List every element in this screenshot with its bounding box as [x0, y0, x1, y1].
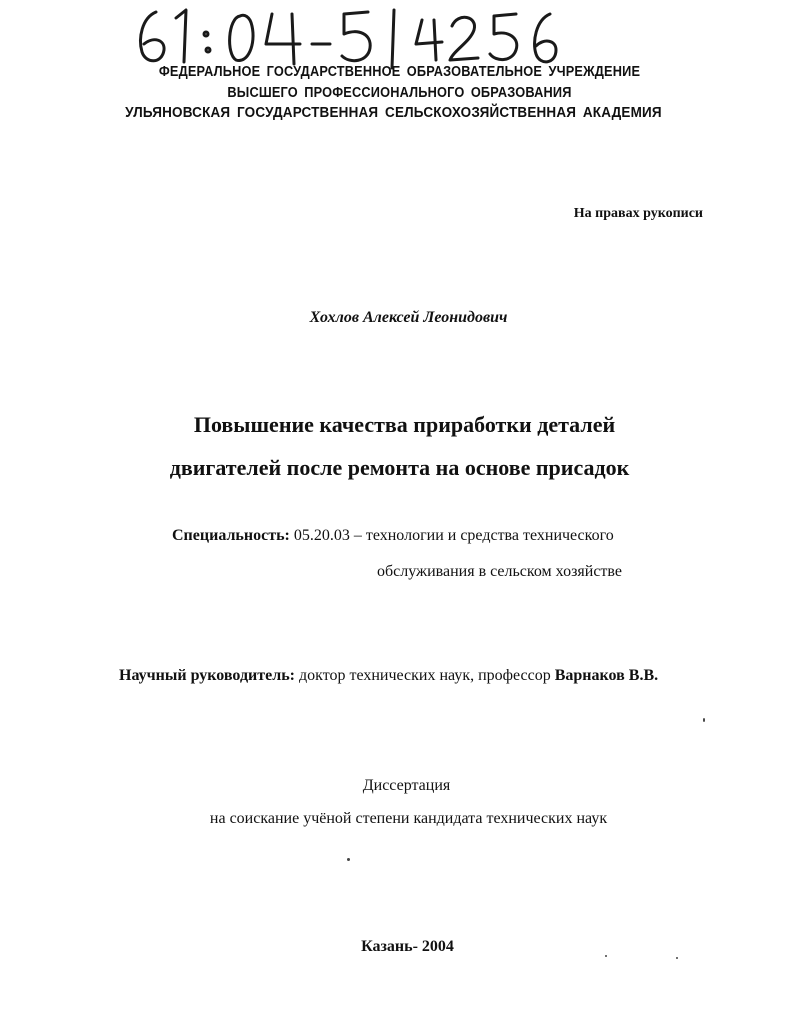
dissertation-heading: Диссертация	[362, 777, 451, 794]
handwritten-catalog-number	[132, 4, 562, 72]
specialty-line-1	[172, 527, 614, 545]
specialty-text-1: 05.20.03 – технологии и средства технического	[293, 527, 614, 544]
institution-line-2: ВЫСШЕГО ПРОФЕССИОНАЛЬНОГО ОБРАЗОВАНИЯ	[227, 85, 572, 101]
specialty-label: Специальность:	[172, 527, 290, 544]
institution-line-3: УЛЬЯНОВСКАЯ ГОСУДАРСТВЕННАЯ СЕЛЬСКОХОЗЯЙСТВЕННАЯ АКАДЕМИЯ	[125, 105, 662, 121]
city-year: Казань- 2004	[361, 938, 454, 955]
scan-speck	[703, 718, 705, 722]
manuscript-rights-note: На правах рукописи	[573, 206, 703, 221]
thesis-title-line-1: Повышение качества приработки деталей	[193, 412, 616, 437]
dissertation-degree: на соискание учёной степени кандидата технических наук	[209, 810, 608, 827]
advisor-degree: доктор технических наук, профессор	[299, 667, 551, 684]
scan-speck	[676, 957, 678, 959]
institution-line-1: ФЕДЕРАЛЬНОЕ ГОСУДАРСТВЕННОЕ ОБРАЗОВАТЕЛЬНОЕ УЧРЕЖДЕНИЕ	[158, 64, 641, 80]
specialty-line-2: обслуживания в сельском хозяйстве	[377, 563, 622, 580]
scan-speck	[347, 858, 350, 861]
author-name: Хохлов Алексей Леонидович	[309, 309, 508, 326]
advisor-name: Варнаков В.В.	[554, 667, 659, 684]
handwritten-number-drawing	[132, 4, 562, 72]
scientific-advisor	[119, 667, 658, 685]
thesis-title-line-2: двигателей после ремонта на основе присадок	[169, 455, 630, 480]
scan-speck	[605, 955, 607, 957]
advisor-label: Научный руководитель:	[119, 667, 295, 684]
